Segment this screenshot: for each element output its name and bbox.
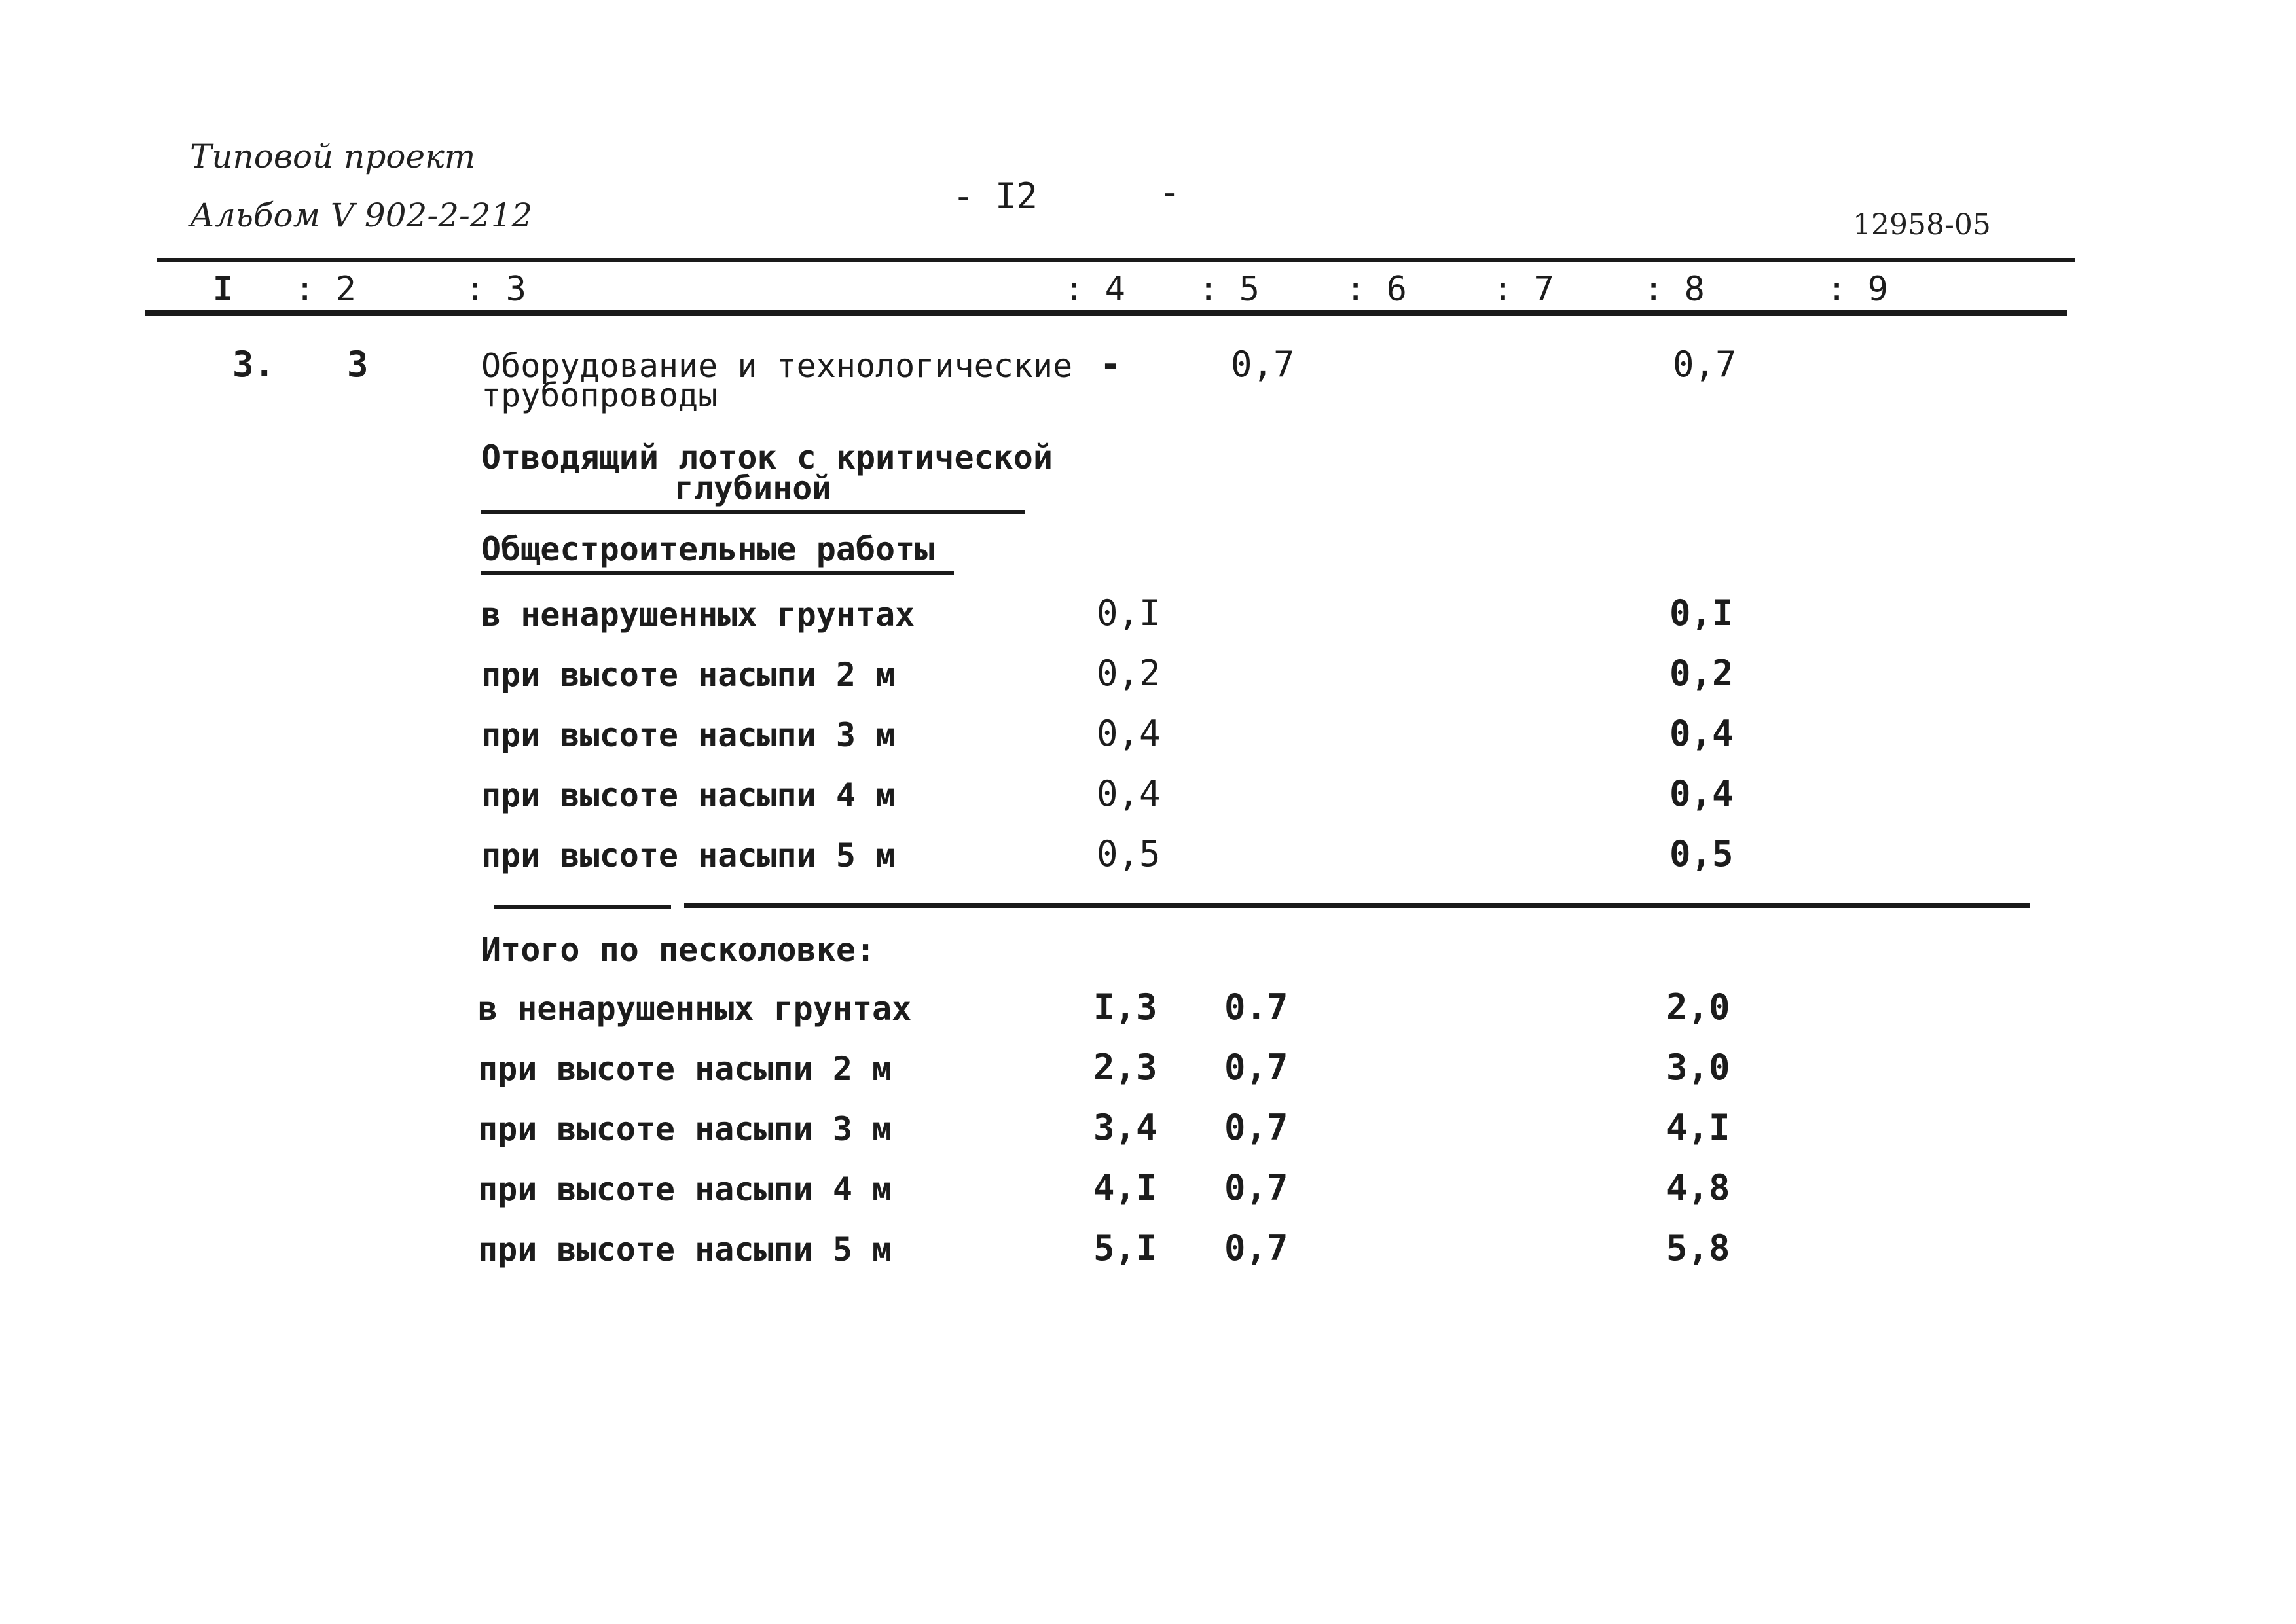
row-a-col8: 0,I <box>1669 592 1734 634</box>
row-b-col4: I,3 <box>1093 986 1157 1028</box>
total-title: Итого по песколовке: <box>481 931 876 969</box>
row-a-col8: 0,5 <box>1669 833 1734 875</box>
row-a-label: при высоте насыпи 2 м <box>481 656 896 694</box>
column-header-8: : 8 <box>1643 270 1705 309</box>
row-a-label: в ненарушенных грунтах <box>481 596 915 634</box>
column-header-5: : 5 <box>1198 270 1260 309</box>
row-a-col4: 0,I <box>1097 592 1161 634</box>
row-b-col5: 0,7 <box>1224 1047 1288 1088</box>
row-a-col4: 0,2 <box>1097 653 1161 694</box>
row-b-label: при высоте насыпи 2 м <box>478 1050 892 1088</box>
row-b-label: при высоте насыпи 4 м <box>478 1170 892 1208</box>
subtotal-divider-right <box>684 903 2030 908</box>
row-a-label: при высоте насыпи 3 м <box>481 716 896 754</box>
item-name-line1: Оборудование и технологические <box>481 347 1073 385</box>
row-b-col8: 3,0 <box>1666 1047 1730 1088</box>
row-b-col4: 3,4 <box>1093 1107 1157 1148</box>
row-b-col5: 0.7 <box>1224 986 1288 1028</box>
row-a-col4: 0,5 <box>1097 833 1161 875</box>
column-header-4: : 4 <box>1064 270 1125 309</box>
document-code: 12958-05 <box>1853 208 1991 242</box>
page-number: - I2 <box>953 175 1038 217</box>
section-title-line2 <box>481 469 1025 514</box>
row-b-label: при высоте насыпи 3 м <box>478 1110 892 1148</box>
handwritten-album-label: Альбом V 902-2-212 <box>190 196 533 234</box>
item-name-line2: трубопроводы <box>481 376 718 414</box>
header-bottom-rule <box>145 310 2067 316</box>
item-subnumber: 3 <box>347 344 369 385</box>
row-a-col8: 0,4 <box>1669 773 1734 814</box>
page-number-dash: - <box>1159 171 1180 213</box>
section-title-line2-text: глубиной <box>674 469 832 507</box>
item-col5-value: 0,7 <box>1231 344 1295 385</box>
row-b-col4: 5,I <box>1093 1227 1157 1269</box>
column-header-1: I <box>213 270 234 309</box>
column-header-9: : 9 <box>1827 270 1888 309</box>
header-top-rule <box>157 258 2075 262</box>
row-a-col8: 0,4 <box>1669 713 1734 754</box>
row-b-col8: 4,I <box>1666 1107 1730 1148</box>
row-b-col5: 0,7 <box>1224 1107 1288 1148</box>
row-a-col8: 0,2 <box>1669 653 1734 694</box>
row-b-col4: 4,I <box>1093 1167 1157 1208</box>
handwritten-project-label: Типовой проект <box>190 137 476 175</box>
row-a-col4: 0,4 <box>1097 773 1161 814</box>
item-col4-value: - <box>1100 344 1121 385</box>
column-header-7: : 7 <box>1493 270 1554 309</box>
row-b-col4: 2,3 <box>1093 1047 1157 1088</box>
column-header-6: : 6 <box>1345 270 1407 309</box>
row-b-label: при высоте насыпи 5 м <box>478 1231 892 1269</box>
row-b-col8: 2,0 <box>1666 986 1730 1028</box>
column-header-2: : 2 <box>295 270 356 309</box>
row-a-label: при высоте насыпи 5 м <box>481 837 896 875</box>
item-col8-value: 0,7 <box>1673 344 1737 385</box>
row-a-col4: 0,4 <box>1097 713 1161 754</box>
row-b-col8: 5,8 <box>1666 1227 1730 1269</box>
row-b-col5: 0,7 <box>1224 1227 1288 1269</box>
section-title-line1: Отводящий лоток с критической <box>481 439 1053 477</box>
row-b-col5: 0,7 <box>1224 1167 1288 1208</box>
item-number: 3. <box>232 344 276 385</box>
row-a-label: при высоте насыпи 4 м <box>481 776 896 814</box>
column-header-3: : 3 <box>465 270 526 309</box>
subtotal-divider-left <box>494 905 671 909</box>
header-top-rule-right <box>1938 258 2069 261</box>
row-b-label: в ненарушенных грунтах <box>478 990 912 1028</box>
subsection-title: Общестроительные работы <box>481 530 954 575</box>
row-b-col8: 4,8 <box>1666 1167 1730 1208</box>
